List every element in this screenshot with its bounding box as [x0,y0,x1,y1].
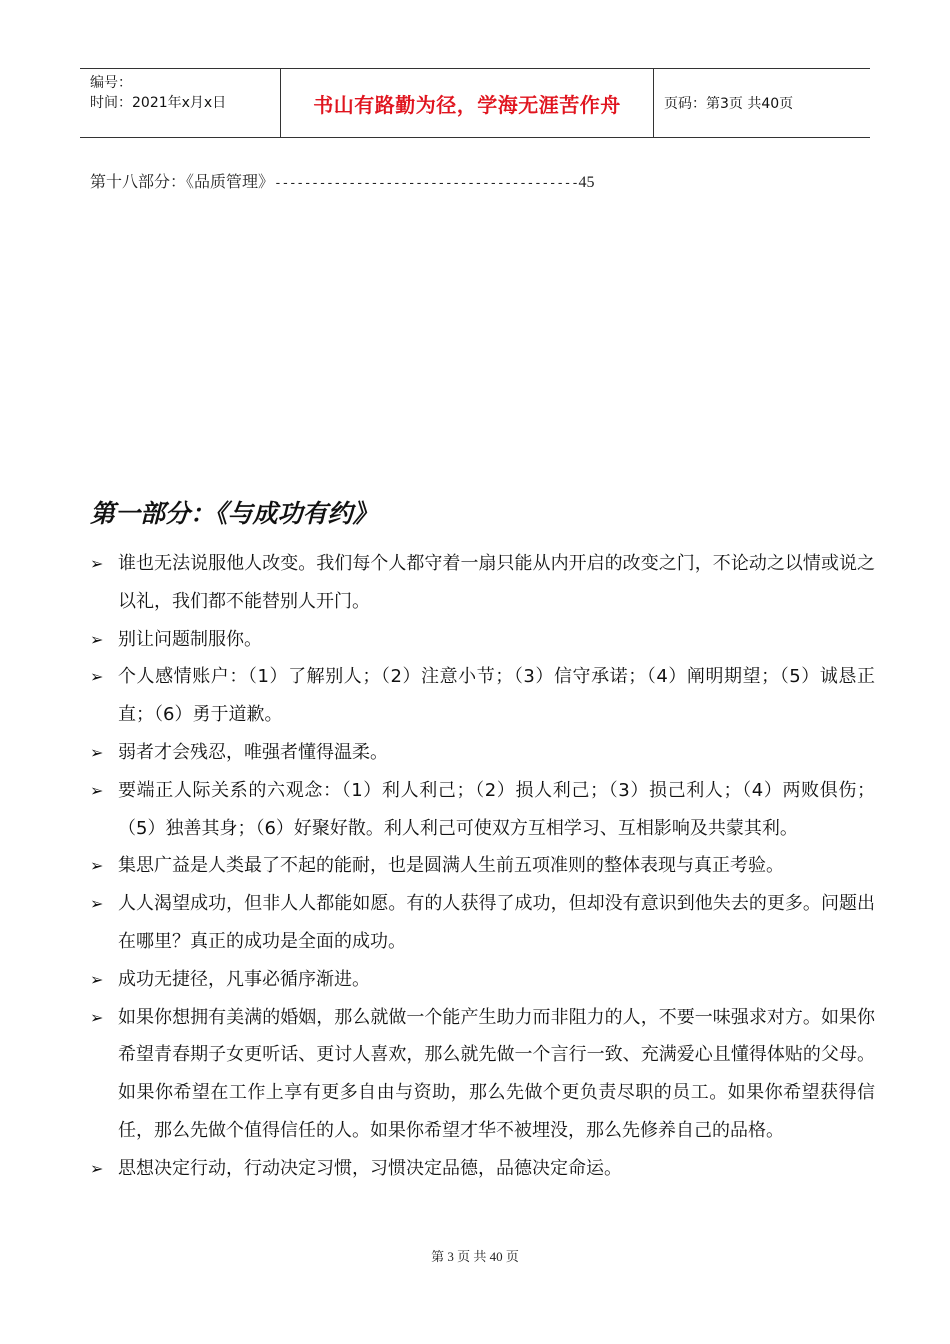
arrow-bullet-icon: ➢ [90,856,104,876]
list-item-text: 别让问题制服你。 [118,628,262,650]
doc-time-label: 时间：2021年x月x日 [90,95,227,111]
header-meta [80,69,281,137]
list-item [90,772,875,848]
page-header [80,68,870,138]
toc-page-number: 45 [578,174,595,191]
list-item [90,999,875,1150]
list-item [90,658,875,734]
list-item-text: 如果你想拥有美满的婚姻，那么就做一个能产生助力而非阻力的人，不要一味强求对方。如果你希望青春期子女更听话、更讨人喜欢，那么就先做一个言行一致、充满爱心且懂得体贴的父母。如果你希望在工作上享有更多自由与资助，那么先做个更负责尽职的员工。如果你希望获得信任，那么先做个值得信任的人。如果你希望才华不被埋没，那么先修养自己的品格。 [118,1006,875,1141]
toc-leader-dashes: ----------------------------------------- [274,176,579,191]
section-title: 第一部分：《与成功有约》 [90,499,378,528]
list-item [90,961,875,999]
list-item [90,1150,875,1188]
list-item-text: 个人感情账户：（1）了解别人；（2）注意小节；（3）信守承诺；（4）阐明期望；（5）诚恳正直；（6）勇于道歉。 [118,666,875,726]
arrow-bullet-icon: ➢ [90,742,104,762]
arrow-bullet-icon: ➢ [90,1158,104,1178]
toc-entry-label: 第十八部分：《品质管理》 [90,172,275,191]
arrow-bullet-icon: ➢ [90,969,104,989]
header-motto: 书山有路勤为径，学海无涯苦作舟 [281,69,654,137]
list-item [90,885,875,961]
list-item [90,847,875,885]
page-footer: 第 3 页 共 40 页 [431,1249,519,1264]
arrow-bullet-icon: ➢ [90,629,104,649]
list-item [90,734,875,772]
list-item-text: 成功无捷径，凡事必循序渐进。 [118,968,370,990]
arrow-bullet-icon: ➢ [90,894,104,914]
list-item [90,545,875,621]
bullet-list [90,545,875,1188]
arrow-bullet-icon: ➢ [90,1007,104,1027]
list-item-text: 集思广益是人类最了不起的能耐，也是圆满人生前五项准则的整体表现与真正考验。 [118,855,784,877]
list-item-text: 要端正人际关系的六观念：（1）利人利己；（2）损人利己；（3）损己利人；（4）两败俱伤；（5）独善其身；（6）好聚好散。利人利己可使双方互相学习、互相影响及共蒙其利。 [118,779,875,839]
header-page-indicator: 页码：第3页 共40页 [664,96,794,112]
list-item-text: 谁也无法说服他人改变。我们每个人都守着一扇只能从内开启的改变之门，不论动之以情或说之以礼，我们都不能替别人开门。 [118,553,875,612]
doc-number-label: 编号： [90,75,132,91]
arrow-bullet-icon: ➢ [90,780,104,800]
list-item-text: 人人渴望成功，但非人人都能如愿。有的人获得了成功，但却没有意识到他失去的更多。问题出在哪里？真正的成功是全面的成功。 [118,893,875,952]
list-item [90,621,875,659]
list-item-text: 思想决定行动，行动决定习惯，习惯决定品德，品德决定命运。 [118,1157,622,1179]
arrow-bullet-icon: ➢ [90,667,104,687]
list-item-text: 弱者才会残忍，唯强者懂得温柔。 [118,741,388,763]
toc-entry [90,169,595,192]
arrow-bullet-icon: ➢ [90,554,104,573]
